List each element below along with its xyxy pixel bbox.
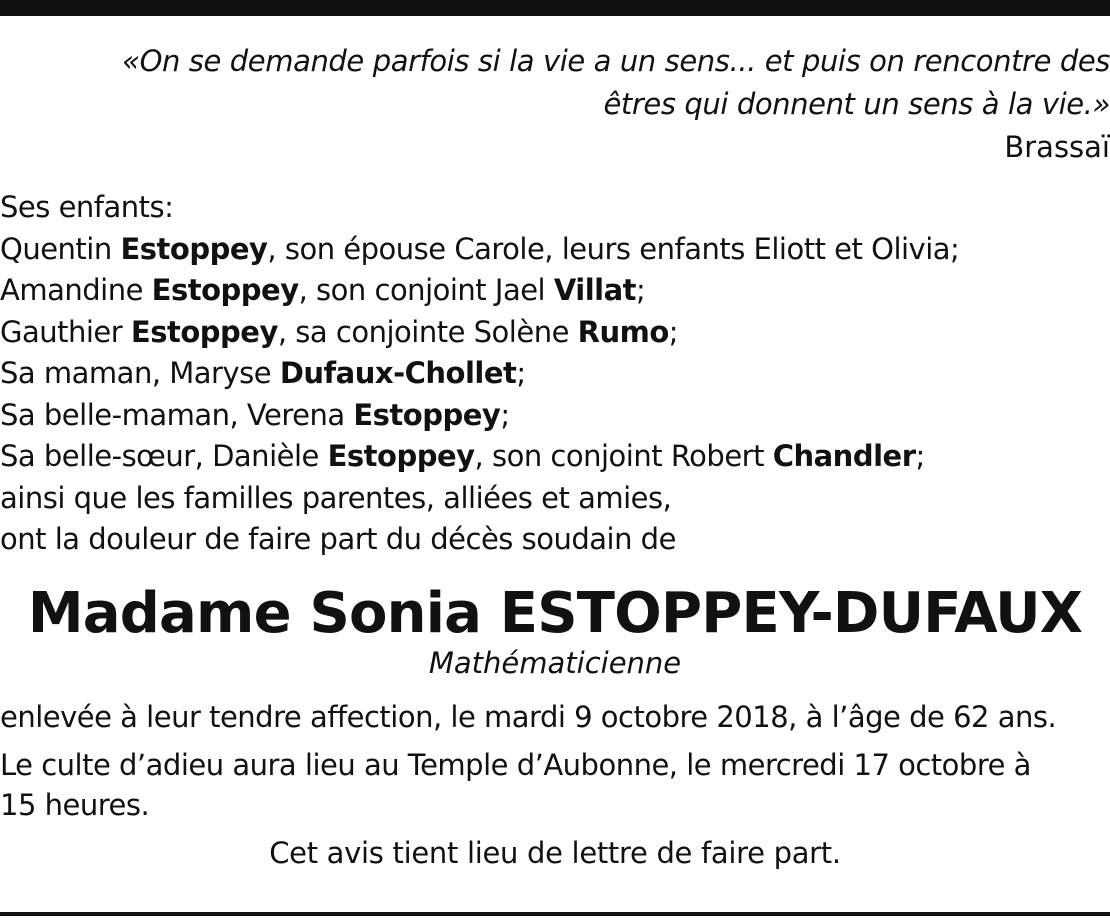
member-surname: Dufaux-Chollet: [279, 356, 517, 390]
passing-statement: enlevée à leur tendre affection, le mardi 9 octobre 2018, à l’âge de 62 ans.: [0, 699, 1057, 734]
member-text: , son conjoint Robert: [474, 439, 773, 473]
member-text: Amandine: [0, 273, 152, 307]
member-text: ;: [915, 439, 925, 473]
member-text: Sa belle-maman, Verena: [0, 397, 354, 432]
member-text: ;: [500, 397, 510, 432]
epigraph-quote: [0, 40, 1110, 126]
deceased-name: Madame Sonia ESTOPPEY-DUFAUX: [27, 580, 1083, 646]
notice-statement: Cet avis tient lieu de lettre de faire part.: [269, 835, 841, 870]
family-member: [0, 395, 1110, 437]
ceremony-line: 15 heures.: [0, 787, 150, 822]
member-text: Sa belle-sœur, Danièle: [0, 439, 328, 473]
partner-surname: Rumo: [577, 314, 669, 349]
member-text: Gauthier: [0, 314, 131, 349]
family-member: [0, 229, 1110, 271]
obituary-notice: [0, 40, 1110, 873]
member-text: , sa conjointe Solène: [277, 314, 578, 349]
top-rule: [0, 0, 1110, 16]
family-member: [0, 270, 1110, 312]
family-member: [0, 353, 1110, 395]
ceremony-details: [0, 745, 1110, 825]
member-text: , son conjoint Jael: [298, 273, 554, 307]
member-surname: Estoppey: [327, 439, 475, 473]
family-member: [0, 312, 1110, 354]
member-text: ;: [636, 273, 646, 307]
partner-surname: Villat: [553, 273, 637, 307]
member-surname: Estoppey: [120, 231, 268, 266]
family-intro: Ses enfants:: [0, 190, 174, 224]
ceremony-line: Le culte d’adieu aura lieu au Temple d’Aubonne, le mercredi 17 octobre à: [0, 747, 1031, 782]
family-member: [0, 436, 1110, 478]
quote-line: «On se demande parfois si la vie a un sens... et puis on rencontre des: [122, 44, 1110, 78]
relatives-line: ainsi que les familles parentes, alliées et amies,: [0, 480, 672, 515]
member-text: Sa maman, Maryse: [0, 356, 280, 390]
member-text: ;: [516, 356, 526, 390]
deceased-profession: Mathématicienne: [428, 645, 682, 680]
bottom-rule: [0, 912, 1110, 916]
member-text: Quentin: [0, 231, 121, 266]
member-text: ;: [668, 314, 679, 349]
announcement-line: ont la douleur de faire part du décès soudain de: [0, 522, 676, 556]
member-surname: Estoppey: [130, 314, 278, 349]
partner-surname: Chandler: [772, 439, 916, 473]
member-surname: Estoppey: [353, 397, 501, 432]
member-surname: Estoppey: [151, 273, 299, 307]
member-text: , son épouse Carole, leurs enfants Eliott et Olivia;: [267, 231, 960, 266]
quote-line: êtres qui donnent un sens à la vie.»: [603, 87, 1110, 121]
family-list: [0, 187, 1110, 561]
quote-author: Brassaï: [1004, 130, 1110, 164]
